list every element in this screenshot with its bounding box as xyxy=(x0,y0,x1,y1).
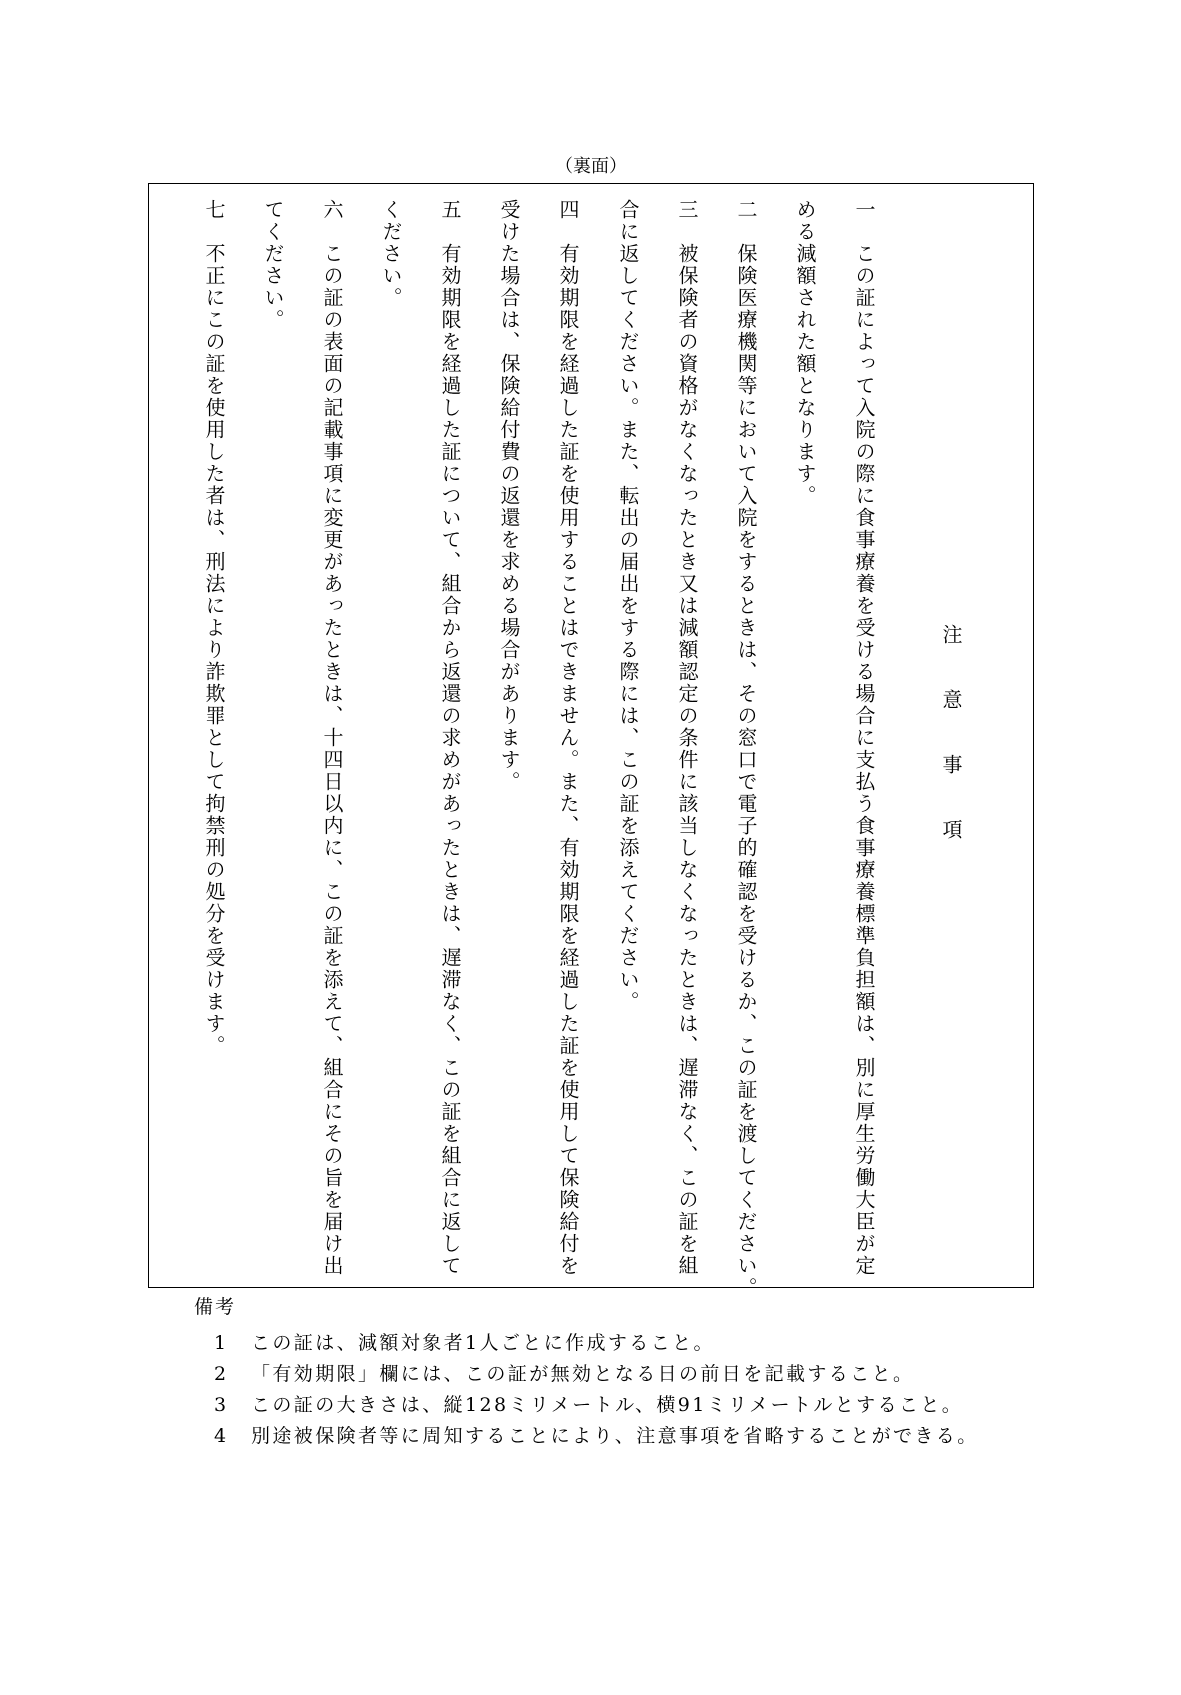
note-5-line-2: ください。 xyxy=(379,199,403,309)
remark-2-text: 「有効期限」欄には、この証が無効となる日の前日を記載すること。 xyxy=(251,1363,915,1385)
notes-heading: 注意事項 xyxy=(939,624,963,884)
note-6-line-1: この証の表面の記載事項に変更があったときは、十四日以内に、この証を添えて、組合にその旨を届け出 xyxy=(320,243,344,1277)
note-5-line-1: 有効期限を経過した証について、組合から返還の求めがあったときは、遅滞なく、この証を組合に返して xyxy=(438,243,462,1277)
remark-3-number: 3 xyxy=(213,1394,227,1416)
note-3-number: 三 xyxy=(675,199,699,221)
remark-1-text: この証は、減額対象者1人ごとに作成すること。 xyxy=(251,1332,715,1354)
remark-4-number: 4 xyxy=(213,1425,227,1447)
note-4-line-2: 受けた場合は、保険給付費の返還を求める場合があります。 xyxy=(497,199,521,793)
notes-box xyxy=(148,183,1034,1299)
remark-2-number: 2 xyxy=(213,1363,227,1385)
remark-item-3 xyxy=(210,1393,1110,1417)
note-7-number: 七 xyxy=(202,199,226,221)
remark-item-1 xyxy=(210,1331,1110,1355)
note-1-line-2: める減額された額となります。 xyxy=(793,199,817,507)
remark-3-text: この証の大きさは、縦128ミリメートル、横91ミリメートルとすること。 xyxy=(251,1394,964,1416)
note-2-line-1: 保険医療機関等において入院をするときは、その窓口で電子的確認を受けるか、この証を渡してください。 xyxy=(734,243,758,1299)
note-4-line-1: 有効期限を経過した証を使用することはできません。また、有効期限を経過した証を使用して保険給付を xyxy=(556,243,580,1277)
page-side-label: （裏面） xyxy=(555,156,627,177)
remark-item-4 xyxy=(210,1424,1110,1448)
note-3-line-1: 被保険者の資格がなくなったとき又は減額認定の条件に該当しなくなったときは、遅滞なく、この証を組 xyxy=(675,243,699,1277)
remark-1-number: 1 xyxy=(213,1332,227,1354)
remarks-heading: 備考 xyxy=(194,1296,237,1318)
note-7-line-1: 不正にこの証を使用した者は、刑法により詐欺罪として拘禁刑の処分を受けます。 xyxy=(202,243,226,1057)
note-2-number: 二 xyxy=(734,199,758,221)
note-1-line-1: この証によって入院の際に食事療養を受ける場合に支払う食事療養標準負担額は、別に厚生労働大臣が定 xyxy=(852,243,876,1277)
note-3-line-2: 合に返してください。また、転出の届出をする際には、この証を添えてください。 xyxy=(616,199,640,1013)
note-6-number: 六 xyxy=(320,199,344,221)
remark-4-text: 別途被保険者等に周知することにより、注意事項を省略することができる。 xyxy=(251,1425,979,1447)
note-4-number: 四 xyxy=(556,199,580,221)
note-1-number: 一 xyxy=(852,199,876,221)
remark-item-2 xyxy=(210,1362,1110,1386)
note-5-number: 五 xyxy=(438,199,462,221)
note-6-line-2: てください。 xyxy=(261,199,285,331)
